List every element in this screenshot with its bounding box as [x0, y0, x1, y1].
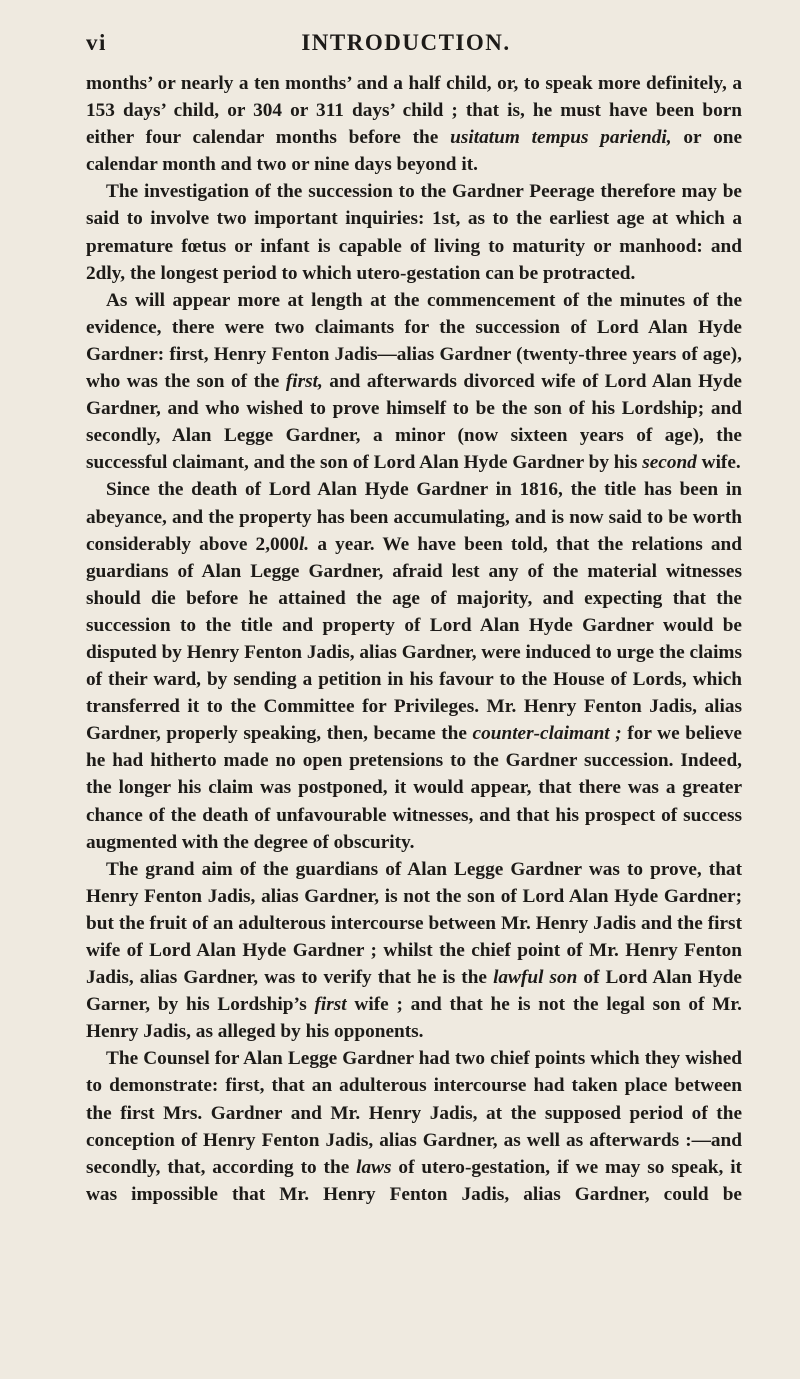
page-number: vi — [86, 30, 107, 55]
paragraph — [86, 70, 742, 178]
italic-run: first — [314, 994, 347, 1016]
running-title: INTRODUCTION. — [301, 30, 511, 55]
text-run: for we believe he had hitherto made no open pretensions to the Gardner succession. Indeed, the longer his claim was postponed, it would appear, that there was a greater chance of the death of unfavourable witnesses, and that his prospect of success augmented with the degree of obscurity. — [86, 723, 742, 853]
text-run: wife ; and that he is not the legal son of Mr. Henry Jadis, as alleged by his opponents. — [86, 994, 742, 1043]
text-run: and afterwards divorced wife of Lord Alan Hyde Gardner, and who wished to prove himself to be the son of his Lordship; and secondly, Alan Legge Gardner, a minor (now sixteen years of age), the successful claimant, and the son of Lord Alan Hyde Gardner by his — [86, 371, 742, 474]
text-run: of utero-gestation, if we may so speak, it was impossible that Mr. Henry Fenton Jadis, alias Gardner, could be — [86, 1156, 742, 1205]
italic-run: usitatum tempus pariendi, — [450, 127, 672, 149]
text-run: months’ or nearly a ten months’ and a half child, or, to speak more definitely, a 153 days’ child, or 304 or 311 days’ child ; that is, he must have been born either four calendar months before the — [86, 73, 742, 149]
text-run: Since the death of Lord Alan Hyde Gardner in 1816, the title has been in abeyance, and the property has been accumulating, and is now said to be worth considerably above 2,000 — [86, 479, 742, 555]
text-run: The Counsel for Alan Legge Gardner had two chief points which they wished to demonstrate: first, that an adulterous intercourse had taken place between the first Mrs. Gardner and Mr. Henry Jadis, at the supposed period of the conception of Henry Fenton Jadis, alias Gardner, as well as afterwards :—and secondly, that, according to the — [86, 1048, 742, 1178]
italic-run: laws — [356, 1156, 392, 1178]
text-run: The grand aim of the guardians of Alan Legge Gardner was to prove, that Henry Fenton Jadis, alias Gardner, is not the son of Lord Alan Hyde Gardner; but the fruit of an adulterous intercourse between Mr. Henry Jadis and the first wife of Lord Alan Hyde Gardner ; whilst the chief point of Mr. Henry Fenton Jadis, alias Gardner, was to verify that he is the — [86, 858, 742, 989]
italic-run: lawful son — [493, 967, 578, 989]
text-run: The investigation of the succession to the Gardner Peerage therefore may be said to involve two important inquiries: 1st, as to the earliest age at which a premature fœtus or infant is capable of living to maturity or manhood: and 2dly, the longest period to which utero-gestation can be protracted. — [86, 181, 742, 284]
italic-run: second — [642, 452, 697, 474]
text-run: a year. We have been told, that the relations and guardians of Alan Legge Gardner, afraid lest any of the material witnesses should die before he attained the age of majority, and expecting that the succession to the title and property of Lord Alan Hyde Gardner would be disputed by Henry Fenton Jadis, alias Gardner, were induced to urge the claims of their ward, by sending a petition in his favour to the House of Lords, which transferred it to the Committee for Privileges. Mr. Henry Fenton Jadis, alias Gardner, properly speaking, then, became the — [86, 533, 742, 745]
body-text — [86, 70, 742, 1208]
paragraph — [86, 476, 742, 855]
italic-run: counter-claimant ; — [472, 723, 622, 745]
italic-run: l. — [298, 533, 310, 555]
paragraph — [86, 287, 742, 477]
text-run: wife. — [696, 452, 741, 474]
paragraph — [86, 1045, 742, 1208]
text-run: or one calendar month and two or nine days beyond it. — [86, 127, 743, 176]
running-header — [86, 30, 726, 60]
paragraph — [86, 178, 742, 286]
text-run: of Lord Alan Hyde Garner, by his Lordship’s — [86, 967, 742, 1016]
paragraph — [86, 856, 742, 1046]
text-run: As will appear more at length at the commencement of the minutes of the evidence, there were two claimants for the succession of Lord Alan Hyde Gardner: first, Henry Fenton Jadis—alias Gardner (twenty-three years of age), who was the son of the — [86, 289, 742, 393]
italic-run: first, — [285, 371, 323, 393]
